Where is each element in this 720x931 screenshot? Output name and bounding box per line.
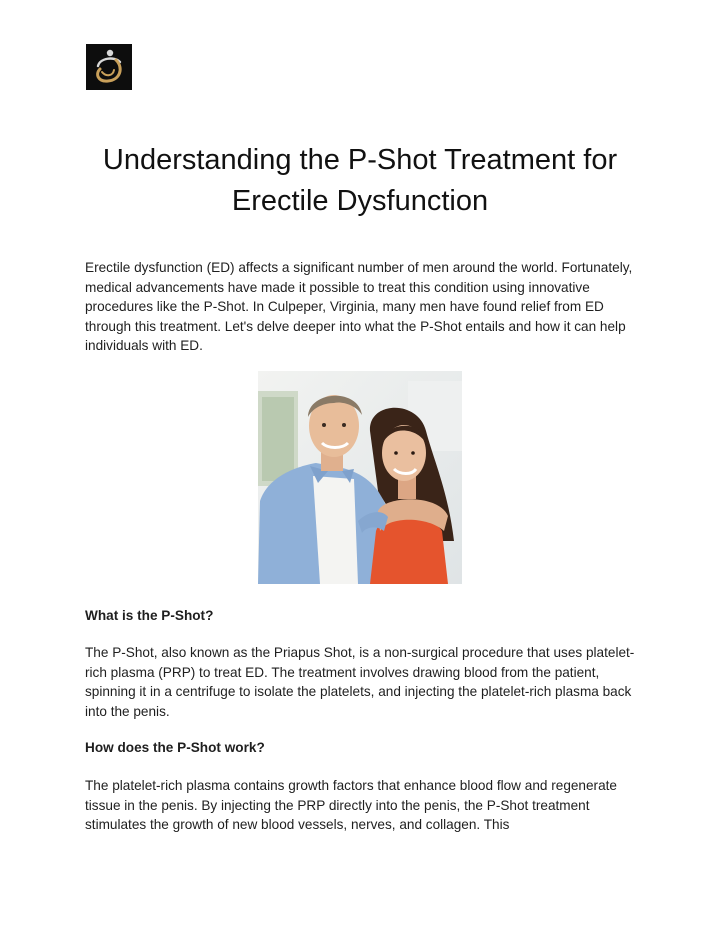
couple-photo (258, 371, 462, 584)
section-heading-how: How does the P-Shot work? (85, 740, 265, 755)
intro-paragraph: Erectile dysfunction (ED) affects a significant number of men around the world. Fortunately, medical advancements have made it possible to treat this condition using innovative procedures like the P-Shot. In Culpeper, Virginia, many men have found relief from ED through this treatment. Let's delve deeper into what the P-Shot entails and how it can help individuals with ED. (85, 260, 633, 354)
page-title: Understanding the P-Shot Treatment for Erectile Dysfunction (102, 144, 618, 217)
section-paragraph-how: The platelet-rich plasma contains growth factors that enhance blood flow and regenerate tissue in the penis. By injecting the PRP directly into the penis, the P-Shot treatment stimulates the growth of new blood vessels, nerves, and collagen. This (85, 778, 617, 833)
section-paragraph-what: The P-Shot, also known as the Priapus Shot, is a non-surgical procedure that uses platelet-rich plasma (PRP) to treat ED. The treatment involves drawing blood from the patient, spinning it in a centrifuge to isolate the platelets, and injecting the platelet-rich plasma back into the penis. (85, 645, 635, 719)
section-heading-what: What is the P-Shot? (85, 608, 214, 623)
clinic-logo-icon (86, 44, 132, 90)
